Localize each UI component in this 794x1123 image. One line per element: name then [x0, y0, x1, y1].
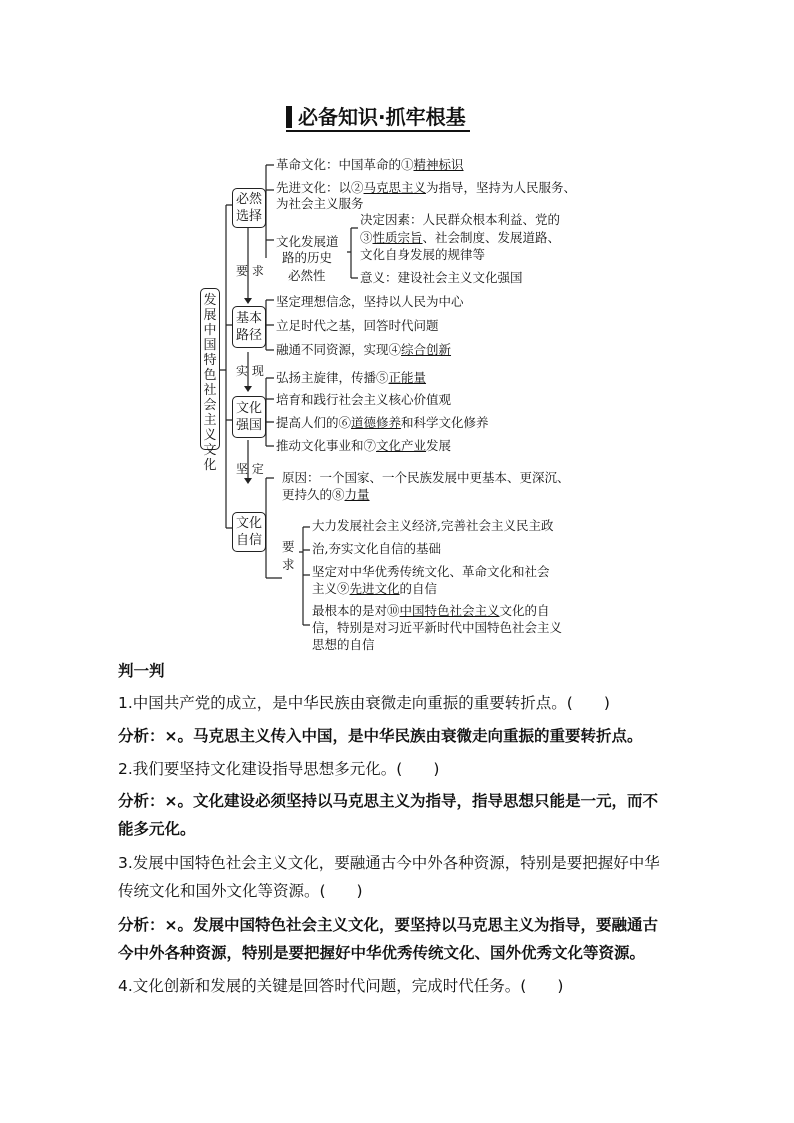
- label-yaoqiu: 要求: [282, 539, 295, 572]
- item-jiben-3: 融通不同资源，实现④综合创新: [276, 342, 452, 357]
- mindmap-root: 发展中国特色社会主义文化: [200, 288, 220, 450]
- item-qiangguo-2: 培育和践行社会主义核心价值观: [276, 392, 452, 407]
- node-jiben: 基本路径: [232, 306, 266, 348]
- node-zixin: 文化自信: [232, 512, 266, 552]
- answer-1: 分析：×。马克思主义传入中国，是中华民族由衰微走向重振的重要转折点。: [118, 727, 643, 745]
- edge-label-yaoqiu: 要 求: [236, 264, 264, 278]
- question-2: 2.我们要坚持文化建设指导思想多元化。( ): [118, 760, 440, 778]
- edge-label-shixian: 实 现: [236, 364, 264, 378]
- item-geming: 革命文化：中国革命的①精神标识: [276, 157, 464, 172]
- edge-label-jianding: 坚 定: [236, 462, 264, 476]
- question-1: 1.中国共产党的成立，是中华民族由衰微走向重振的重要转折点。( ): [118, 694, 610, 712]
- item-yuanyin-2: 更持久的⑧力量: [282, 487, 370, 502]
- item-yuanyin-1: 原因：一个国家、一个民族发展中更基本、更深沉、: [282, 470, 570, 485]
- answer-2-line2: 能多元化。: [118, 820, 196, 838]
- item-jueding-1: 决定因素：人民群众根本利益、党的: [360, 212, 561, 227]
- item-req-3b: 信，特别是对习近平新时代中国特色社会主义: [312, 620, 563, 635]
- label-fazhan-3: 必然性: [288, 268, 326, 283]
- item-req-3c: 思想的自信: [312, 637, 375, 652]
- item-jueding-2: ③性质宗旨、社会制度、发展道路、: [360, 230, 561, 245]
- item-jiben-1: 坚定理想信念，坚持以人民为中心: [276, 294, 464, 309]
- label-fazhan-1: 文化发展道: [276, 234, 339, 249]
- item-req-2b: 主义⑨先进文化的自信: [312, 581, 438, 596]
- answer-3-line1: 分析：×。发展中国特色社会主义文化，要坚持以马克思主义为指导，要融通古: [118, 916, 658, 934]
- page-title: 必备知识·抓牢根基: [286, 104, 470, 132]
- node-qiangguo: 文化强国: [232, 396, 266, 438]
- item-req-3a: 最根本的是对⑩中国特色社会主义文化的自: [312, 603, 550, 618]
- answer-3-line2: 今中外各种资源，特别是要把握好中华优秀传统文化、国外优秀文化等资源。: [118, 944, 646, 962]
- node-bixuan: 必然选择: [232, 188, 266, 228]
- section-heading: 判一判: [118, 662, 165, 680]
- question-3-line2: 传统文化和国外文化等资源。( ): [118, 882, 363, 900]
- item-qiangguo-4: 推动文化事业和⑦文化产业发展: [276, 438, 452, 453]
- item-yiyi: 意义：建设社会主义文化强国: [360, 270, 523, 285]
- item-req-2a: 坚定对中华优秀传统文化、革命文化和社会: [312, 564, 550, 579]
- item-qiangguo-1: 弘扬主旋律，传播⑤正能量: [276, 370, 427, 385]
- item-xianjin-2: 为社会主义服务: [276, 196, 364, 211]
- label-fazhan-2: 路的历史: [282, 250, 333, 265]
- item-jiben-2: 立足时代之基，回答时代问题: [276, 318, 439, 333]
- item-req-1a: 大力发展社会主义经济,完善社会主义民主政: [312, 518, 554, 533]
- answer-2-line1: 分析：×。文化建设必须坚持以马克思主义为指导，指导思想只能是一元，而不: [118, 792, 658, 810]
- question-3-line1: 3.发展中国特色社会主义文化，要融通古今中外各种资源，特别是要把握好中华: [118, 854, 660, 872]
- question-4: 4.文化创新和发展的关键是回答时代问题，完成时代任务。( ): [118, 977, 564, 995]
- item-qiangguo-3: 提高人们的⑥道德修养和科学文化修养: [276, 415, 489, 430]
- item-jueding-3: 文化自身发展的规律等: [360, 247, 486, 262]
- item-xianjin: 先进文化：以②马克思主义为指导，坚持为人民服务、: [276, 180, 577, 195]
- item-req-1b: 治,夯实文化自信的基础: [312, 541, 441, 556]
